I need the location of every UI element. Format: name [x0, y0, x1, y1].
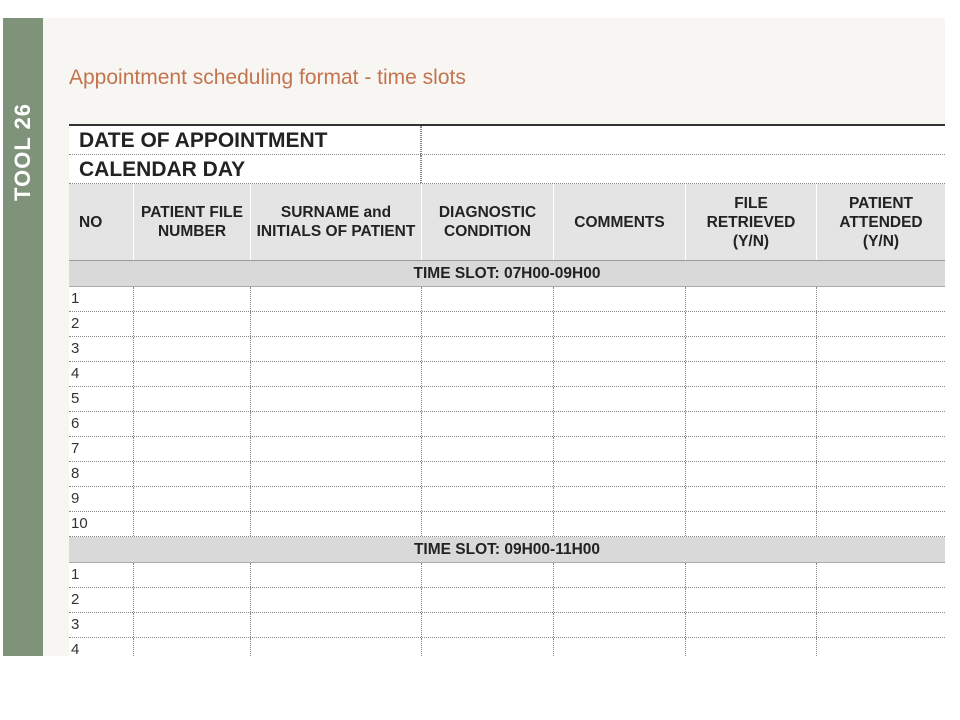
diagnostic-cell[interactable]: [421, 362, 553, 386]
surname-cell[interactable]: [250, 563, 421, 587]
file-retrieved-cell[interactable]: [685, 312, 816, 336]
file-retrieved-cell[interactable]: [685, 337, 816, 361]
comments-cell[interactable]: [553, 387, 685, 411]
diagnostic-cell[interactable]: [421, 613, 553, 637]
row-number: 2: [71, 591, 80, 608]
file-retrieved-cell[interactable]: [685, 638, 816, 656]
file-number-cell[interactable]: [133, 638, 250, 656]
row-number: 9: [71, 490, 80, 507]
table-row: [69, 487, 945, 512]
table-row: [69, 638, 945, 656]
table-row: [69, 613, 945, 638]
file-number-cell[interactable]: [133, 487, 250, 511]
date-row: [69, 126, 945, 155]
comments-cell[interactable]: [553, 487, 685, 511]
file-number-cell[interactable]: [133, 563, 250, 587]
tool-sidebar: [3, 18, 43, 656]
patient-attended-cell[interactable]: [816, 613, 945, 637]
date-label: DATE OF APPOINTMENT: [69, 126, 421, 154]
table-row: [69, 462, 945, 487]
time-slot-header: TIME SLOT: 09H00-11H00: [69, 537, 945, 563]
surname-cell[interactable]: [250, 462, 421, 486]
file-number-cell[interactable]: [133, 437, 250, 461]
file-retrieved-cell[interactable]: [685, 412, 816, 436]
file-number-cell[interactable]: [133, 312, 250, 336]
col-header-file-number: PATIENT FILE NUMBER: [133, 184, 250, 260]
file-retrieved-cell[interactable]: [685, 613, 816, 637]
table-row: [69, 287, 945, 312]
row-number: 8: [71, 465, 80, 482]
diagnostic-cell[interactable]: [421, 312, 553, 336]
diagnostic-cell[interactable]: [421, 512, 553, 536]
file-number-cell[interactable]: [133, 337, 250, 361]
table-row: [69, 588, 945, 613]
col-header-no: NO: [79, 213, 103, 231]
diagnostic-cell[interactable]: [421, 287, 553, 311]
row-number: 2: [71, 315, 80, 332]
surname-cell[interactable]: [250, 387, 421, 411]
surname-cell[interactable]: [250, 487, 421, 511]
file-number-cell[interactable]: [133, 512, 250, 536]
comments-cell[interactable]: [553, 638, 685, 656]
file-number-cell[interactable]: [133, 462, 250, 486]
file-retrieved-cell[interactable]: [685, 437, 816, 461]
comments-cell[interactable]: [553, 563, 685, 587]
file-retrieved-cell[interactable]: [685, 487, 816, 511]
date-value-field[interactable]: [421, 126, 945, 154]
surname-cell[interactable]: [250, 613, 421, 637]
patient-attended-cell[interactable]: [816, 337, 945, 361]
patient-attended-cell[interactable]: [816, 588, 945, 612]
surname-cell[interactable]: [250, 512, 421, 536]
row-number: 10: [71, 515, 88, 532]
col-header-file-retrieved: FILE RETRIEVED (Y/N): [685, 184, 816, 260]
comments-cell[interactable]: [553, 437, 685, 461]
patient-attended-cell[interactable]: [816, 638, 945, 656]
col-header-surname: SURNAME and INITIALS OF PATIENT: [250, 184, 421, 260]
diagnostic-cell[interactable]: [421, 638, 553, 656]
comments-cell[interactable]: [553, 512, 685, 536]
file-number-cell[interactable]: [133, 362, 250, 386]
surname-cell[interactable]: [250, 638, 421, 656]
row-number: 3: [71, 616, 80, 633]
table-row: [69, 563, 945, 588]
row-number: 7: [71, 440, 80, 457]
patient-attended-cell[interactable]: [816, 312, 945, 336]
row-number: 1: [71, 566, 80, 583]
file-number-cell[interactable]: [133, 287, 250, 311]
row-number: 3: [71, 340, 80, 357]
row-number: 6: [71, 415, 80, 432]
col-header-comments: COMMENTS: [553, 184, 685, 260]
row-number: 5: [71, 390, 80, 407]
comments-cell[interactable]: [553, 362, 685, 386]
table-row: [69, 437, 945, 462]
file-retrieved-cell[interactable]: [685, 588, 816, 612]
file-retrieved-cell[interactable]: [685, 512, 816, 536]
diagnostic-cell[interactable]: [421, 563, 553, 587]
surname-cell[interactable]: [250, 362, 421, 386]
comments-cell[interactable]: [553, 462, 685, 486]
diagnostic-cell[interactable]: [421, 588, 553, 612]
row-number: 1: [71, 290, 80, 307]
surname-cell[interactable]: [250, 312, 421, 336]
table-row: [69, 387, 945, 412]
file-number-cell[interactable]: [133, 387, 250, 411]
file-retrieved-cell[interactable]: [685, 362, 816, 386]
surname-cell[interactable]: [250, 412, 421, 436]
document-page: [3, 18, 945, 656]
file-retrieved-cell[interactable]: [685, 287, 816, 311]
patient-attended-cell[interactable]: [816, 412, 945, 436]
surname-cell[interactable]: [250, 287, 421, 311]
comments-cell[interactable]: [553, 287, 685, 311]
time-slot-header: TIME SLOT: 07H00-09H00: [69, 261, 945, 287]
table-row: [69, 312, 945, 337]
diagnostic-cell[interactable]: [421, 437, 553, 461]
file-retrieved-cell[interactable]: [685, 387, 816, 411]
table-row: [69, 512, 945, 537]
surname-cell[interactable]: [250, 437, 421, 461]
diagnostic-cell[interactable]: [421, 387, 553, 411]
table-row: [69, 337, 945, 362]
patient-attended-cell[interactable]: [816, 437, 945, 461]
comments-cell[interactable]: [553, 588, 685, 612]
diagnostic-cell[interactable]: [421, 487, 553, 511]
patient-attended-cell[interactable]: [816, 487, 945, 511]
col-header-patient-attended: PATIENT ATTENDED (Y/N): [816, 184, 945, 260]
file-retrieved-cell[interactable]: [685, 462, 816, 486]
time-slots: [69, 261, 945, 656]
col-header-diagnostic: DIAGNOSTIC CONDITION: [421, 184, 553, 260]
comments-cell[interactable]: [553, 312, 685, 336]
diagnostic-cell[interactable]: [421, 412, 553, 436]
comments-cell[interactable]: [553, 412, 685, 436]
surname-cell[interactable]: [250, 588, 421, 612]
day-value-field[interactable]: [421, 155, 945, 183]
table-row: [69, 412, 945, 437]
patient-attended-cell[interactable]: [816, 387, 945, 411]
day-label: CALENDAR DAY: [69, 155, 421, 183]
comments-cell[interactable]: [553, 337, 685, 361]
day-row: [69, 155, 945, 184]
table-row: [69, 362, 945, 387]
patient-attended-cell[interactable]: [816, 362, 945, 386]
file-number-cell[interactable]: [133, 588, 250, 612]
row-number: 4: [71, 641, 80, 656]
patient-attended-cell[interactable]: [816, 287, 945, 311]
file-number-cell[interactable]: [133, 613, 250, 637]
patient-attended-cell[interactable]: [816, 512, 945, 536]
file-number-cell[interactable]: [133, 412, 250, 436]
diagnostic-cell[interactable]: [421, 337, 553, 361]
file-retrieved-cell[interactable]: [685, 563, 816, 587]
comments-cell[interactable]: [553, 613, 685, 637]
document-title: Appointment scheduling format - time slots: [69, 66, 466, 89]
patient-attended-cell[interactable]: [816, 563, 945, 587]
column-header-row: [69, 184, 945, 261]
patient-attended-cell[interactable]: [816, 462, 945, 486]
tool-label: TOOL 26: [10, 103, 35, 201]
diagnostic-cell[interactable]: [421, 462, 553, 486]
appointment-form: [69, 124, 945, 656]
row-number: 4: [71, 365, 80, 382]
surname-cell[interactable]: [250, 337, 421, 361]
